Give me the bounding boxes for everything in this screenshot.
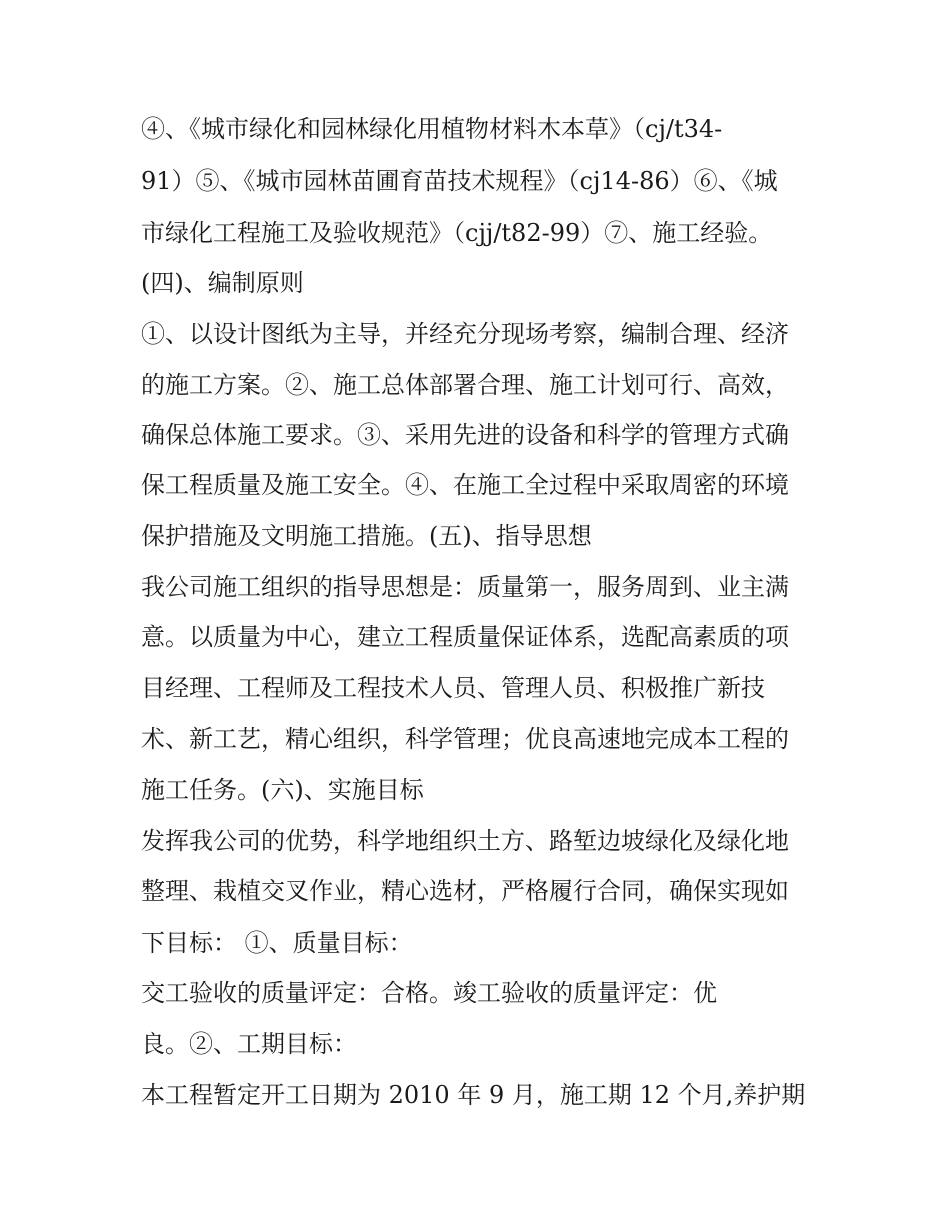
text-line: 下目标： ①、质量目标：: [141, 929, 413, 957]
text-line: 的施工方案。②、施工总体部署合理、施工计划可行、高效，: [141, 371, 789, 399]
text-line: 确保总体施工要求。③、采用先进的设备和科学的管理方式确: [141, 421, 789, 449]
text-line: 保护措施及文明施工措施。(五)、指导思想: [141, 522, 592, 550]
text-line: 91）⑤、《城市园林苗圃育苗技术规程》（cj14-86）⑥、《城: [141, 167, 778, 195]
text-line: 保工程质量及施工安全。④、在施工全过程中采取周密的环境: [141, 471, 789, 499]
text-line: 市绿化工程施工及验收规范》（cjj/t82-99）⑦、施工经验。: [141, 219, 773, 247]
text-line: 意。以质量为中心，建立工程质量保证体系，选配高素质的项: [141, 623, 789, 651]
text-line: 交工验收的质量评定：合格。竣工验收的质量评定：优: [141, 979, 717, 1007]
text-line: ④、《城市绿化和园林绿化用植物材料木本草》（cj/t34-: [141, 115, 723, 143]
text-line: 发挥我公司的优势，科学地组织土方、路堑边坡绿化及绿化地: [141, 827, 789, 855]
text-line: 本工程暂定开工日期为 2010 年 9 月，施工期 12 个月,养护期: [141, 1081, 806, 1109]
text-line: 目经理、工程师及工程技术人员、管理人员、积极推广新技: [141, 674, 765, 702]
text-line: ①、以设计图纸为主导，并经充分现场考察，编制合理、经济: [141, 320, 789, 348]
text-line: 我公司施工组织的指导思想是：质量第一，服务周到、业主满: [141, 573, 789, 601]
text-line: 施工任务。(六)、实施目标: [141, 776, 424, 804]
text-line: 整理、栽植交叉作业，精心选材，严格履行合同，确保实现如: [141, 877, 789, 905]
section-heading: (四)、编制原则: [141, 269, 304, 297]
text-line: 术、新工艺，精心组织，科学管理；优良高速地完成本工程的: [141, 725, 789, 753]
text-line: 良。②、工期目标：: [141, 1030, 357, 1058]
